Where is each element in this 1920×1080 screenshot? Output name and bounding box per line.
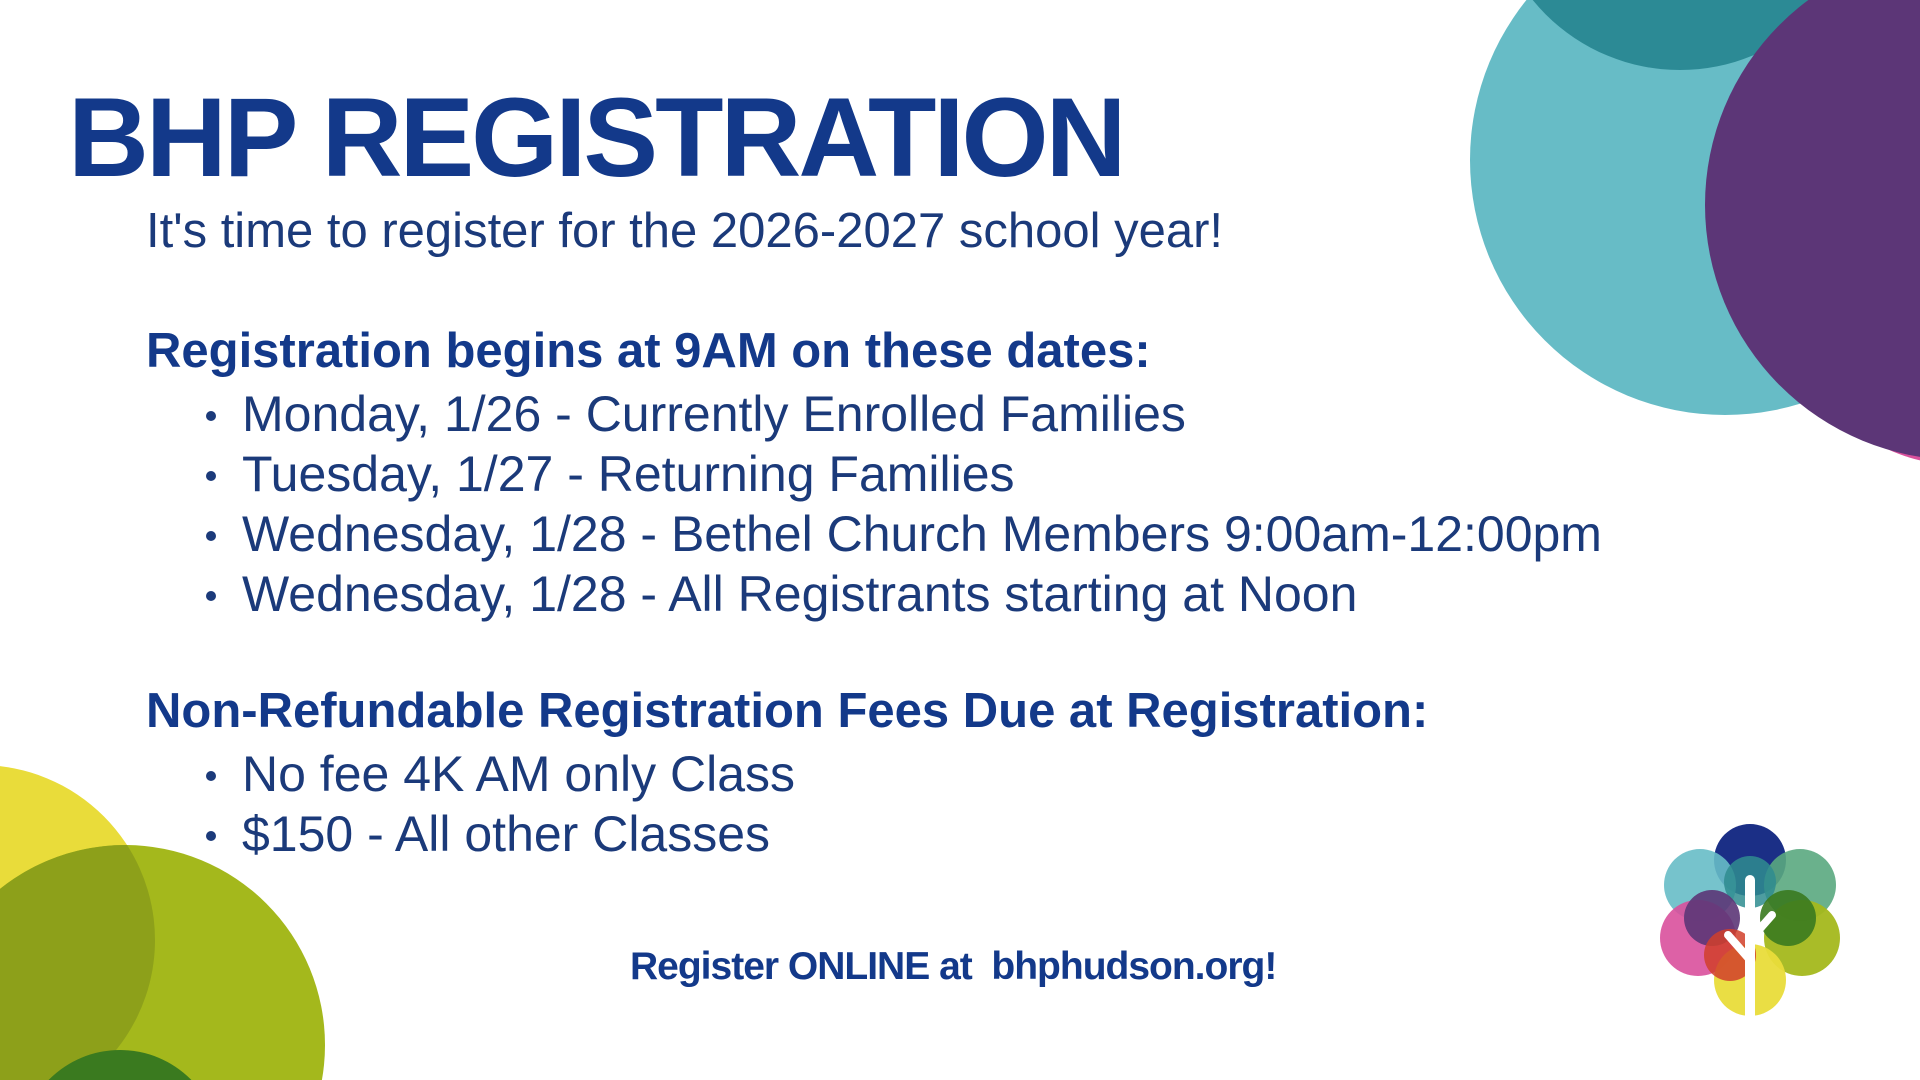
registration-dates-heading: Registration begins at 9AM on these dates:	[146, 324, 1151, 378]
list-item: Wednesday, 1/28 - All Registrants starting at Noon	[206, 564, 1602, 624]
page-title: BHP REGISTRATION	[68, 75, 1124, 200]
list-item: Tuesday, 1/27 - Returning Families	[206, 444, 1602, 504]
fees-heading: Non-Refundable Registration Fees Due at Registration:	[146, 684, 1429, 738]
list-item: No fee 4K AM only Class	[206, 744, 795, 804]
tree-logo-icon	[1650, 820, 1850, 1030]
list-item: Wednesday, 1/28 - Bethel Church Members 9:00am-12:00pm	[206, 504, 1602, 564]
subtitle: It's time to register for the 2026-2027 school year!	[146, 204, 1224, 258]
list-item: Monday, 1/26 - Currently Enrolled Families	[206, 384, 1602, 444]
register-online-text: Register ONLINE at bhphudson.org!	[630, 945, 1277, 988]
fees-list	[206, 744, 795, 864]
registration-dates-list	[206, 384, 1602, 624]
list-item: $150 - All other Classes	[206, 804, 795, 864]
